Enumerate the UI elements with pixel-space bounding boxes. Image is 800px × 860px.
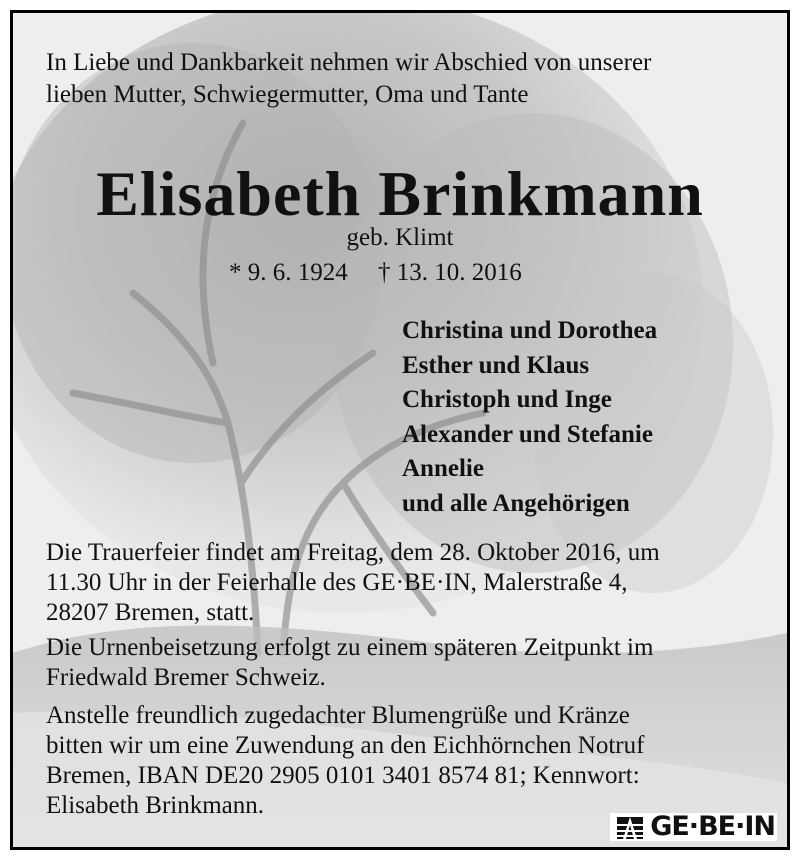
- birth-date: * 9. 6. 1924: [229, 259, 348, 286]
- paragraph-line: Die Trauerfeier findet am Freitag, dem 28. Oktober 2016, um: [46, 539, 660, 566]
- mourner-entry: Christoph und Inge: [402, 386, 612, 413]
- paragraph-line: Anstelle freundlich zugedachter Blumengrüße und Kränze: [46, 702, 630, 729]
- logo-text: GE·BE·IN: [650, 811, 775, 842]
- mourner-entry: und alle Angehörigen: [402, 489, 630, 517]
- gebein-logo: [610, 813, 777, 841]
- gebein-logo-icon: [614, 815, 646, 841]
- obituary-notice: [10, 10, 790, 850]
- funeral-info-paragraph: [46, 538, 766, 628]
- paragraph-line: Bremen, IBAN DE20 2905 0101 3401 8574 81; Kennwort:: [46, 762, 640, 789]
- paragraph-line: Elisabeth Brinkmann.: [46, 792, 265, 819]
- mourners-list: [402, 314, 657, 521]
- paragraph-line: bitten wir um eine Zuwendung an den Eichhörnchen Notruf: [46, 732, 645, 759]
- mourner-entry: Alexander und Stefanie: [402, 420, 653, 448]
- intro-line: In Liebe und Dankbarkeit nehmen wir Abschied von unserer: [46, 49, 652, 76]
- mourner-entry: Esther und Klaus: [402, 351, 590, 379]
- donation-paragraph: [46, 701, 766, 821]
- life-dates: [229, 259, 522, 287]
- maiden-name: geb. Klimt: [346, 224, 454, 251]
- mourner-entry: Christina und Dorothea: [402, 317, 658, 344]
- urn-burial-paragraph: [46, 633, 766, 693]
- paragraph-line: Friedwald Bremer Schweiz.: [46, 664, 326, 691]
- death-date: † 13. 10. 2016: [378, 259, 522, 286]
- deceased-name: Elisabeth Brinkmann: [96, 158, 704, 229]
- intro-line: lieben Mutter, Schwiegermutter, Oma und Tante: [46, 81, 529, 108]
- paragraph-line: Die Urnenbeisetzung erfolgt zu einem späteren Zeitpunkt im: [46, 634, 654, 661]
- intro-text: [46, 47, 766, 111]
- paragraph-line: 28207 Bremen, statt.: [46, 599, 255, 626]
- paragraph-line: 11.30 Uhr in der Feierhalle des GE·BE·IN, Malerstraße 4,: [46, 569, 628, 596]
- mourner-entry: Annelie: [402, 455, 484, 482]
